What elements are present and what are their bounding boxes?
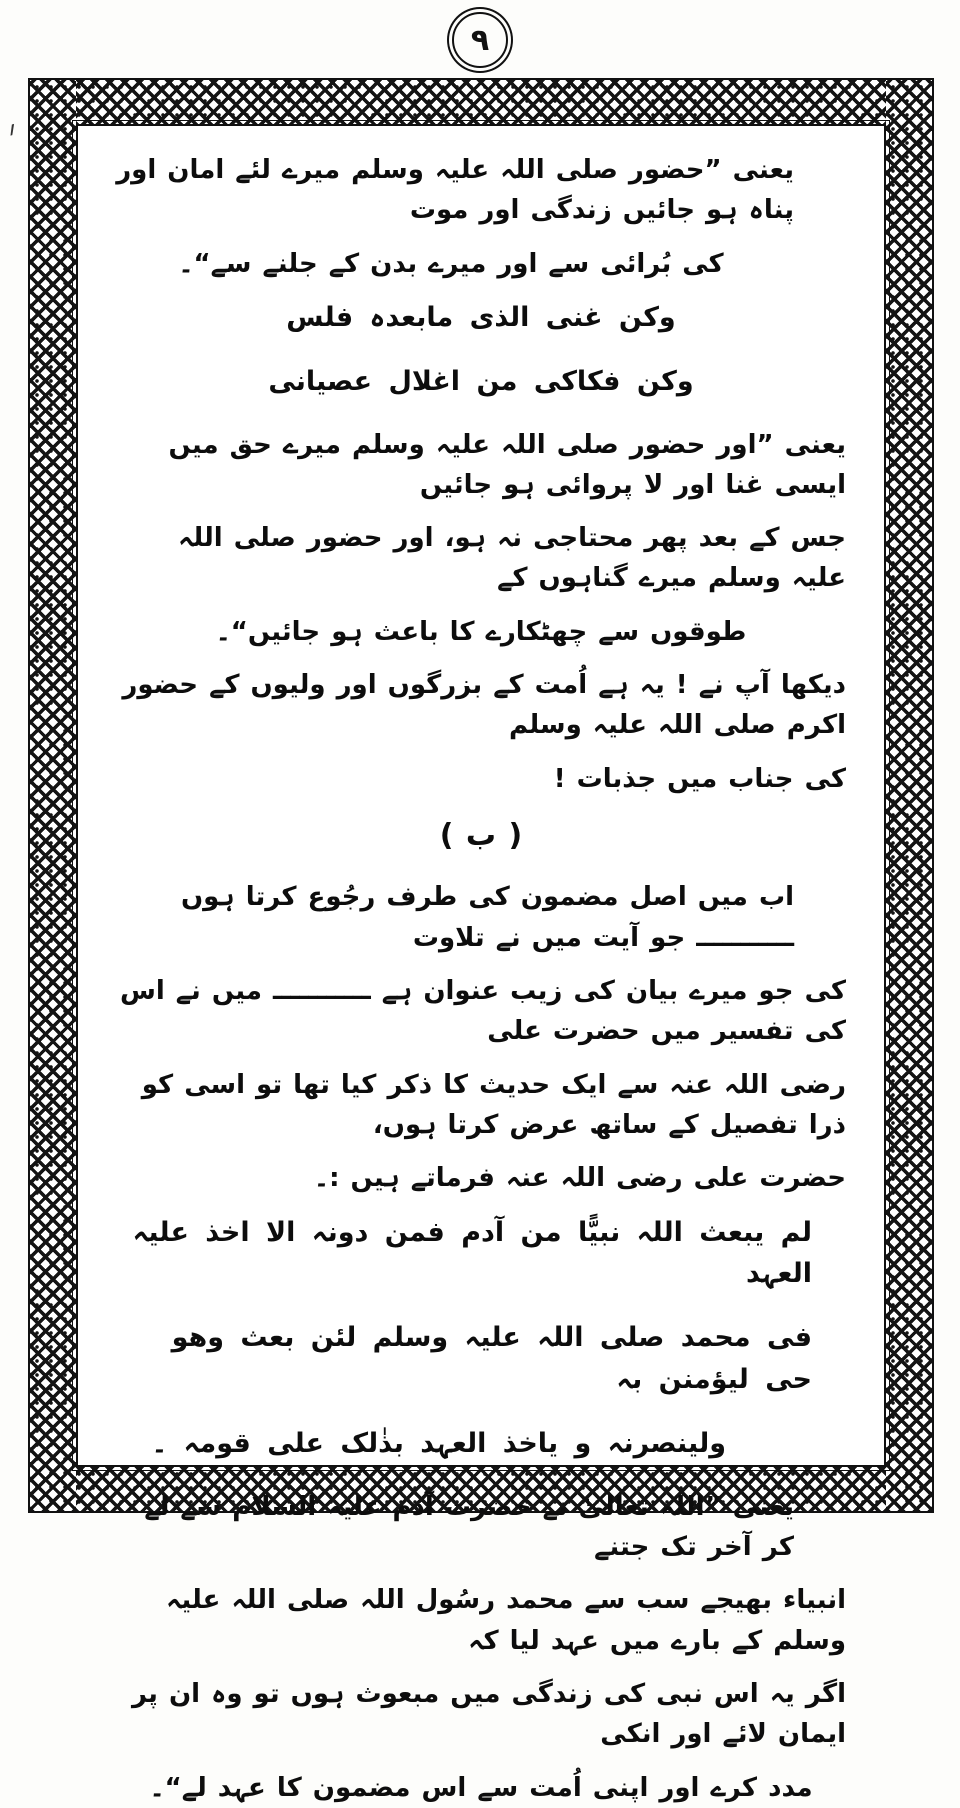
- ornamental-border-left: [30, 80, 76, 1511]
- text-line: جس کے بعد پھر محتاجی نہ ہو، اور حضور صلی اللہ علیہ وسلم میرے گناہوں کے: [178, 523, 846, 594]
- scan-artifact-mark: ؍: [3, 114, 21, 142]
- ornamental-border-top: [30, 80, 932, 124]
- text-line: دیکھا آپ نے ! یہ ہے اُمت کے بزرگوں اور ولیوں کے حضور اکرم صلی اللہ علیہ وسلم: [122, 670, 846, 741]
- text-line: یعنی ”اللہ تعالیٰ نے حضرت آدم علیہ السلام سے لے کر آخر تک جتنے: [144, 1491, 794, 1563]
- text-line: کی جناب میں جذبات !: [553, 763, 846, 794]
- text-area: [76, 124, 886, 1803]
- text-line: یعنی ”اور حضور صلی اللہ علیہ وسلم میرے حق میں ایسی غنا اور لا پروائی ہو جائیں: [168, 429, 846, 500]
- text-line: اگر یہ اس نبی کی زندگی میں مبعوث ہوں تو وہ ان پر ایمان لائے اور انکی: [131, 1678, 846, 1750]
- ornamental-frame: [28, 78, 934, 1803]
- section-marker: ( ب ): [439, 817, 523, 853]
- text-line: طوقوں سے چھٹکارے کا باعث ہو جائیں“۔: [215, 616, 747, 647]
- hadith-arabic-line: ولینصرنہ و یاخذ العہد بذٰلک علی قومہ ۔: [151, 1427, 726, 1459]
- text-line: کی جو میرے بیان کی زیب عنوان ہے ـــــــــــ میں نے اس کی تفسیر میں حضرت علی: [119, 976, 846, 1047]
- page-number-medallion: [452, 12, 508, 68]
- arabic-verse-line: وکن غنی الذی مابعدہ فلس: [286, 301, 676, 333]
- text-line: مدد کرے اور اپنی اُمت سے اس مضمون کا عہد لے“۔: [149, 1772, 813, 1803]
- arabic-verse-line: وکن فکاکی من اغلال عصیانی: [268, 365, 694, 397]
- text-line: حضرت علی رضی اللہ عنہ فرماتے ہیں :۔: [313, 1163, 846, 1194]
- text-line: یعنی ”حضور صلی اللہ علیہ وسلم میرے لئے امان اور پناہ ہو جائیں زندگی اور موت: [116, 155, 794, 226]
- ornamental-border-right: [886, 80, 932, 1511]
- hadith-arabic-line: فی محمد صلی اللہ علیہ وسلم لئن بعث وھو حی لیؤمنن بہ: [171, 1322, 812, 1396]
- page-number: ٩: [470, 22, 490, 58]
- text-line: انبیاء بھیجے سب سے محمد رسُول اللہ صلی اللہ علیہ وسلم کے بارے میں عہد لیا کہ: [166, 1585, 846, 1656]
- hadith-arabic-line: لم یبعث اللہ نبیًّا من آدم فمن دونہ الا اخذ علیہ العہد: [132, 1216, 812, 1290]
- text-line: کی بُرائی سے اور میرے بدن کے جلنے سے“۔: [178, 248, 724, 279]
- text-line: رضی اللہ عنہ سے ایک حدیث کا ذکر کیا تھا تو اسی کو ذرا تفصیل کے ساتھ عرض کرتا ہوں،: [141, 1069, 846, 1140]
- text-line: اب میں اصل مضمون کی طرف رجُوع کرتا ہوں ـــــــــــ جو آیت میں نے تلاوت: [180, 882, 794, 953]
